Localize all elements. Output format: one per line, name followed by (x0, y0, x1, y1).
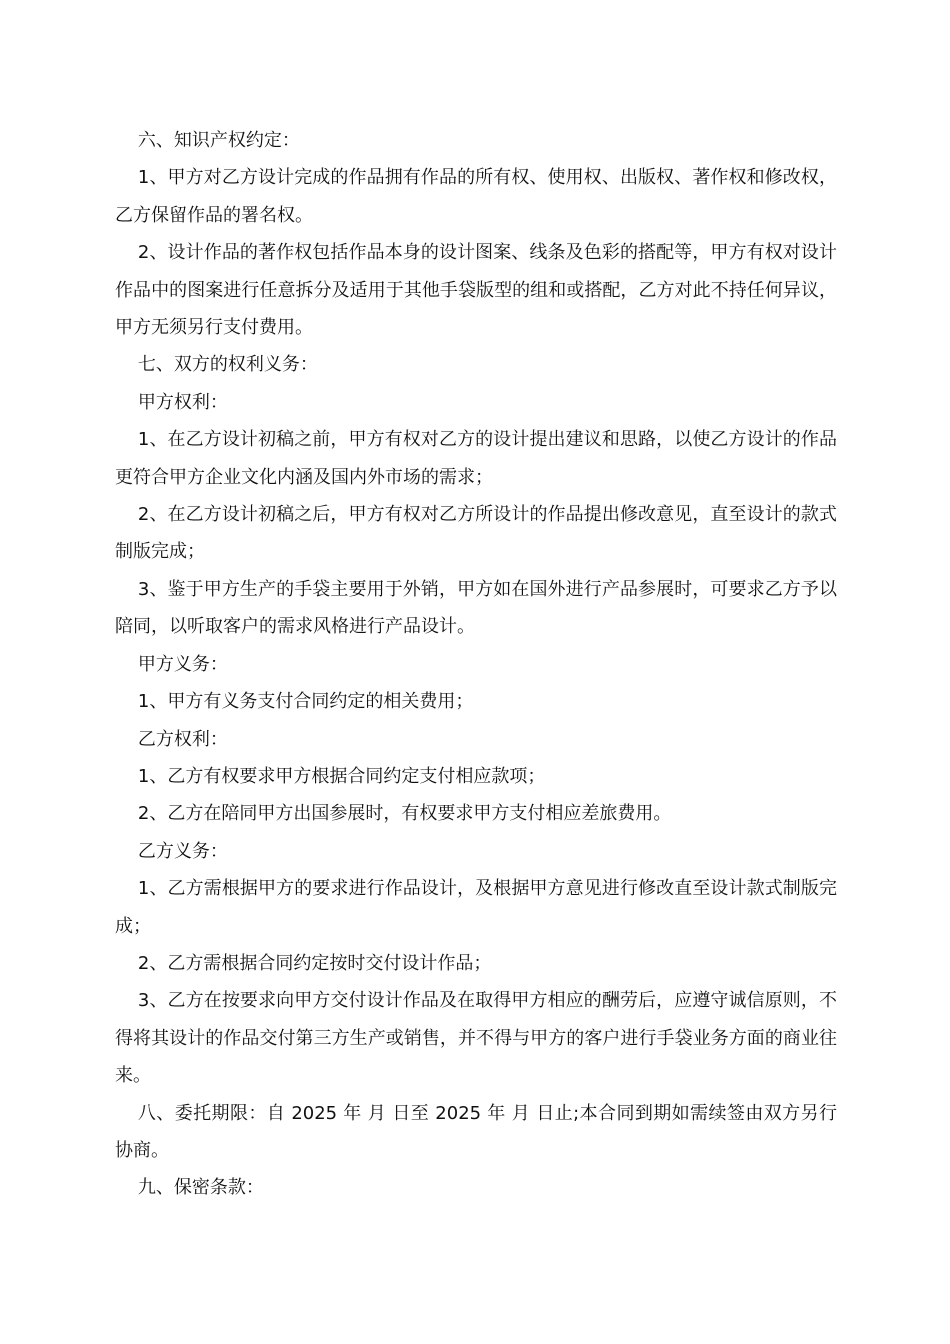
party-b-obligation-1: 1、乙方需根据甲方的要求进行作品设计，及根据甲方意见进行修改直至设计款式制版完成； (115, 878, 837, 937)
party-a-right-3: 3、鉴于甲方生产的手袋主要用于外销，甲方如在国外进行产品参展时，可要求乙方予以陪同，以听取客户的需求风格进行产品设计。 (115, 578, 837, 638)
party-b-obligation-3: 3、乙方在按要求向甲方交付设计作品及在取得甲方相应的酬劳后，应遵守诚信原则，不得将其设计的作品交付第三方生产或销售，并不得与甲方的客户进行手袋业务方面的商业往来。 (115, 990, 837, 1087)
party-b-obligation-2: 2、乙方需根据合同约定按时交付设计作品； (137, 952, 492, 974)
party-a-right-1: 1、在乙方设计初稿之前，甲方有权对乙方的设计提出建议和思路，以使乙方设计的作品更符合甲方企业文化内涵及国内外市场的需求； (115, 429, 837, 488)
subheading-party-b-rights: 乙方权利： (137, 728, 228, 750)
subheading-party-a-obligations: 甲方义务： (137, 653, 228, 675)
party-b-right-2: 2、乙方在陪同甲方出国参展时，有权要求甲方支付相应差旅费用。 (137, 803, 672, 825)
subheading-party-a-rights: 甲方权利： (137, 391, 228, 413)
party-a-right-2: 2、在乙方设计初稿之后，甲方有权对乙方所设计的作品提出修改意见，直至设计的款式制版完成； (115, 504, 837, 563)
section-heading-ip: 六、知识产权约定： (137, 130, 300, 151)
section-heading-confidentiality: 九、保密条款： (137, 1177, 264, 1199)
subheading-party-b-obligations: 乙方义务： (137, 840, 228, 862)
section-heading-term: 八、委托期限：自 2025 年 月 日至 2025 年 月 日止;本合同到期如需续签由双方另行协商。 (115, 1102, 837, 1161)
ip-clause-2: 2、设计作品的著作权包括作品本身的设计图案、线条及色彩的搭配等，甲方有权对设计作品中的图案进行任意拆分及适用于其他手袋版型的组和或搭配，乙方对此不持任何异议，甲方无须另行支付费用。 (115, 242, 837, 339)
document-body (115, 122, 837, 1207)
party-b-right-1: 1、乙方有权要求甲方根据合同约定支付相应款项； (137, 765, 546, 787)
ip-clause-1: 1、甲方对乙方设计完成的作品拥有作品的所有权、使用权、出版权、著作权和修改权，乙方保留作品的署名权。 (115, 167, 837, 226)
party-a-obligation-1: 1、甲方有义务支付合同约定的相关费用； (137, 691, 474, 713)
section-heading-rights-obligations: 七、双方的权利义务： (137, 354, 318, 376)
